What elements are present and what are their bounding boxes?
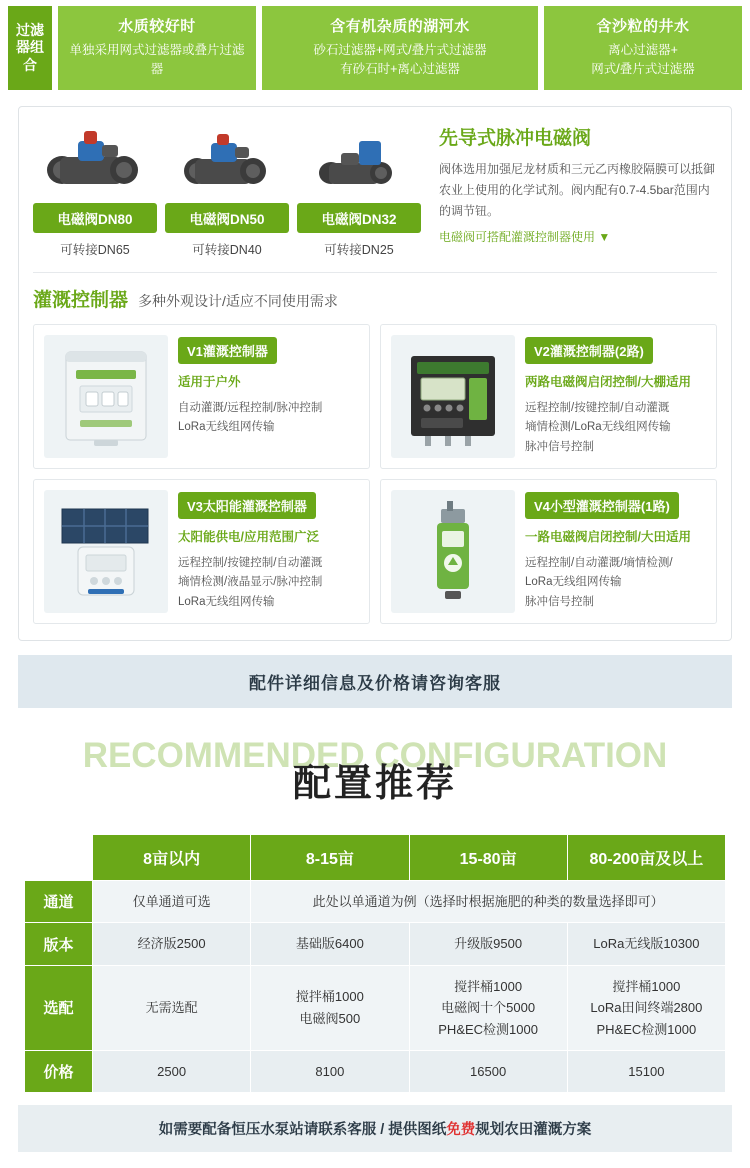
v1-controller-highlight: 适用于户外 — [178, 374, 241, 389]
section-divider — [33, 272, 717, 273]
filter-strip-label: 过滤器组合 — [8, 6, 52, 90]
row-optional-cell-1: 无需选配 — [93, 965, 251, 1050]
footer-note — [18, 1105, 732, 1152]
valve-section-title: 先导式脉冲电磁阀 — [439, 127, 592, 149]
filter-card-3 — [544, 6, 742, 90]
controller-section-title: 灌溉控制器 — [33, 289, 129, 311]
valve-item-dn32 — [297, 121, 421, 258]
valve-item-dn80 — [33, 121, 157, 258]
v1-controller-info — [178, 335, 359, 458]
controller-card-v1[interactable] — [33, 324, 370, 469]
controller-card-v4[interactable] — [380, 479, 717, 624]
filter-card-1-title: 水质较好时 — [118, 18, 196, 35]
row-label-channel: 通道 — [25, 880, 93, 922]
table-header-row — [25, 834, 726, 880]
table-col-header-3: 15-80亩 — [409, 834, 567, 880]
row-label-version: 版本 — [25, 923, 93, 965]
table-col-header-2: 8-15亩 — [251, 834, 409, 880]
row-optional-cell-2: 搅拌桶1000 电磁阀500 — [251, 965, 409, 1050]
valve-item-list — [33, 121, 421, 258]
controller-section-header — [33, 285, 717, 312]
valve-section-description: 阀体选用加强尼龙材质和三元乙丙橡胶隔膜可以抵御农业上使用的化学试剂。阀内配有0.7-4.5bar范围内的调节钮。 — [439, 161, 716, 218]
valve-dn32-button[interactable]: 电磁阀DN32 — [297, 203, 421, 233]
row-version-cell-1: 经济版2500 — [93, 923, 251, 965]
v3-controller-features: 远程控制/按键控制/自动灌溉 墒情检测/液晶显示/脉冲控制 LoRa无线组网传输 — [178, 556, 323, 609]
filter-card-3-title: 含沙粒的井水 — [596, 18, 690, 35]
v1-controller-features: 自动灌溉/远程控制/脉冲控制 LoRa无线组网传输 — [178, 401, 323, 434]
footer-note-after: 规划农田灌溉方案 — [475, 1122, 592, 1139]
row-price-cell-1: 2500 — [93, 1051, 251, 1093]
v3-controller-highlight: 太阳能供电/应用范围广泛 — [178, 529, 319, 544]
row-optional-cell-4: 搅拌桶1000 LoRa田间终端2800 PH&EC检测1000 — [567, 965, 725, 1050]
filter-card-2 — [262, 6, 538, 90]
table-row — [25, 923, 726, 965]
table-row — [25, 1051, 726, 1093]
footer-note-emphasis: 免费 — [446, 1122, 476, 1139]
controller-card-v3[interactable] — [33, 479, 370, 624]
v3-controller-info — [178, 490, 359, 613]
row-optional-cell-3: 搅拌桶1000 电磁阀十个5000 PH&EC检测1000 — [409, 965, 567, 1050]
filter-card-2-body: 砂石过滤器+网式/叠片式过滤器 有砂石时+离心过滤器 — [313, 43, 487, 77]
v2-controller-photo — [391, 335, 515, 458]
table-col-header-4: 80-200亩及以上 — [567, 834, 725, 880]
valve-dn80-button[interactable]: 电磁阀DN80 — [33, 203, 157, 233]
valve-item-dn50 — [165, 121, 289, 258]
solenoid-valve-section — [33, 121, 717, 258]
row-channel-cell-1: 仅单通道可选 — [93, 880, 251, 922]
controller-section-subtitle: 多种外观设计/适应不同使用需求 — [138, 292, 338, 309]
v2-controller-badge: V2灌溉控制器(2路) — [525, 337, 653, 364]
filter-card-1-body: 单独采用网式过滤器或叠片过滤器 — [69, 43, 245, 77]
row-price-cell-2: 8100 — [251, 1051, 409, 1093]
filter-card-3-body: 离心过滤器+ 网式/叠片式过滤器 — [591, 43, 695, 77]
product-panel — [18, 106, 732, 641]
v2-controller-highlight: 两路电磁阀启闭控制/大棚适用 — [525, 374, 691, 389]
v4-controller-highlight: 一路电磁阀启闭控制/大田适用 — [525, 529, 691, 544]
consult-banner: 配件详细信息及价格请咨询客服 — [18, 655, 732, 708]
solenoid-valve-icon — [297, 121, 421, 195]
row-version-cell-3: 升级版9500 — [409, 923, 567, 965]
row-price-cell-3: 16500 — [409, 1051, 567, 1093]
controller-grid — [33, 324, 717, 624]
v4-controller-photo — [391, 490, 515, 613]
v4-controller-features: 远程控制/自动灌溉/墒情检测/ LoRa无线组网传输 脉冲信号控制 — [525, 556, 673, 609]
solenoid-valve-icon — [165, 121, 289, 195]
table-corner-cell — [25, 834, 93, 880]
recommend-heading — [0, 722, 750, 834]
table-col-header-1: 8亩以内 — [93, 834, 251, 880]
v1-controller-photo — [44, 335, 168, 458]
valve-dn50-sub: 可转接DN40 — [192, 242, 262, 257]
v3-controller-badge: V3太阳能灌溉控制器 — [178, 492, 316, 519]
filter-card-1 — [58, 6, 256, 90]
valve-dn32-sub: 可转接DN25 — [324, 242, 394, 257]
config-table-wrap — [24, 834, 726, 1094]
valve-description-block — [431, 121, 717, 258]
row-label-price: 价格 — [25, 1051, 93, 1093]
recommend-heading-ghost: RECOMMENDED CONFIGURATION — [82, 735, 668, 775]
row-price-cell-4: 15100 — [567, 1051, 725, 1093]
solenoid-valve-icon — [33, 121, 157, 195]
v3-controller-photo — [44, 490, 168, 613]
config-table — [24, 834, 726, 1094]
row-version-cell-4: LoRa无线版10300 — [567, 923, 725, 965]
recommend-heading-main: 配置推荐 — [292, 762, 457, 805]
row-version-cell-2: 基础版6400 — [251, 923, 409, 965]
valve-dn80-sub: 可转接DN65 — [60, 242, 130, 257]
v4-controller-badge: V4小型灌溉控制器(1路) — [525, 492, 679, 519]
footer-note-before: 如需要配备恒压水泵站请联系客服 / 提供图纸 — [158, 1122, 447, 1139]
filter-combination-strip — [0, 0, 750, 98]
valve-dn50-button[interactable]: 电磁阀DN50 — [165, 203, 289, 233]
valve-section-note: 电磁阀可搭配灌溉控制器使用 ▼ — [439, 229, 611, 244]
table-row — [25, 965, 726, 1050]
table-row — [25, 880, 726, 922]
row-label-optional: 选配 — [25, 965, 93, 1050]
filter-card-2-title: 含有机杂质的湖河水 — [330, 18, 470, 35]
controller-card-v2[interactable] — [380, 324, 717, 469]
v4-controller-info — [525, 490, 706, 613]
row-channel-cell-2: 此处以单通道为例（选择时根据施肥的种类的数量选择即可） — [251, 880, 726, 922]
v2-controller-features: 远程控制/按键控制/自动灌溉 墒情检测/LoRa无线组网传输 脉冲信号控制 — [525, 401, 671, 454]
v1-controller-badge: V1灌溉控制器 — [178, 337, 277, 364]
v2-controller-info — [525, 335, 706, 458]
